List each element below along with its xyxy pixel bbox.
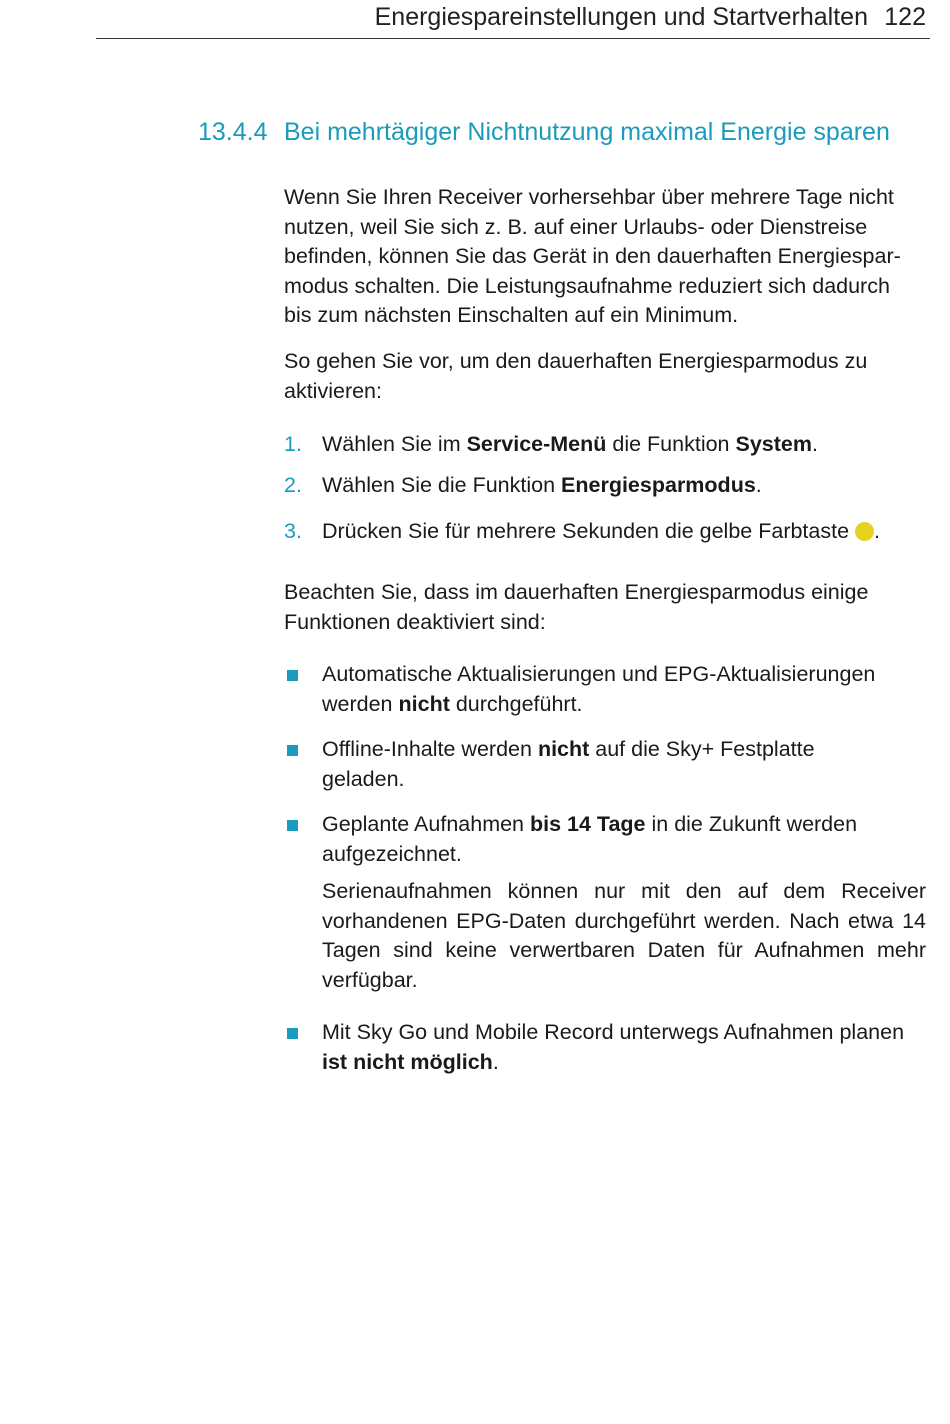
bullet-text: Mit Sky Go und Mobile Record unterwegs Aufnahmen planen ist nicht möglich. — [322, 1020, 905, 1074]
intro-line: Wenn Sie Ihren Receiver vorhersehbar über mehrere Tage nicht — [284, 185, 894, 209]
notice-line: Funktionen deaktiviert sind: — [284, 609, 546, 634]
step-number: 1. — [284, 432, 302, 456]
notice-paragraph — [284, 578, 926, 637]
emphasis: nicht — [537, 737, 590, 761]
emphasis: bis 14 Tage — [530, 812, 646, 836]
intro-line: nutzen, weil Sie sich z. B. auf einer Urlaubs- oder Dienstreise — [284, 214, 868, 239]
step-number: 2. — [284, 473, 302, 497]
section-number: 13.4.4 — [198, 118, 268, 146]
emphasis: nicht — [398, 691, 450, 716]
function-name: System — [735, 432, 812, 456]
step-text: Drücken Sie für mehrere Sekunden die gelbe Farbtaste . — [322, 519, 881, 543]
procedure-intro-paragraph — [284, 347, 926, 406]
menu-name: Service-Menü — [466, 432, 607, 456]
intro-paragraph — [284, 183, 926, 331]
section-title: Bei mehrtägiger Nichtnutzung maximal Energie sparen — [284, 118, 890, 146]
bullet-square-icon — [287, 670, 298, 681]
bullet-text: Automatische Aktualisierungen und EPG-Aktualisierungen werden nicht durchgeführt. — [322, 662, 876, 716]
intro-line: modus schalten. Die Leistungsaufnahme reduziert sich dadurch — [284, 273, 890, 298]
intro-line: bis zum nächsten Einschalten auf ein Minimum. — [284, 303, 739, 328]
bullet-square-icon — [287, 820, 298, 831]
emphasis: ist nicht möglich — [322, 1049, 493, 1074]
step-text: Wählen Sie im Service-Menü die Funktion System. — [322, 432, 818, 456]
notice-line: Beachten Sie, dass im dauerhaften Energiesparmodus einige — [284, 580, 869, 604]
step-number: 3. — [284, 519, 302, 543]
bullet-note: Serienaufnahmen können nur mit den auf dem Receiver vorhandenen EPG-Daten durchgeführt werden. Nach etwa 14 Tagen sind keine verwertbaren Daten für Aufnahmen mehr verfügbar. — [322, 879, 926, 992]
procedure-intro-line: So gehen Sie vor, um den dauerhaften Energiesparmodus zu — [284, 349, 868, 373]
step-text: Wählen Sie die Funktion Energiesparmodus. — [322, 473, 762, 497]
bullet-square-icon — [287, 1028, 298, 1039]
intro-line: befinden, können Sie das Gerät in den dauerhaften Energiespar- — [284, 244, 901, 269]
procedure-intro-line: aktivieren: — [284, 378, 382, 403]
page-number: 122 — [884, 3, 926, 31]
bullet-text: Offline-Inhalte werden nicht auf die Sky+ Festplatte geladen. — [322, 737, 815, 791]
bullet-square-icon — [287, 745, 298, 756]
yellow-key-icon — [855, 522, 874, 541]
bullet-text: Geplante Aufnahmen bis 14 Tage in die Zukunft werden aufgezeichnet. — [322, 812, 858, 866]
page-header — [96, 0, 930, 39]
header-title: Energiespareinstellungen und Startverhalten — [374, 3, 868, 31]
function-name: Energiesparmodus — [561, 473, 756, 497]
